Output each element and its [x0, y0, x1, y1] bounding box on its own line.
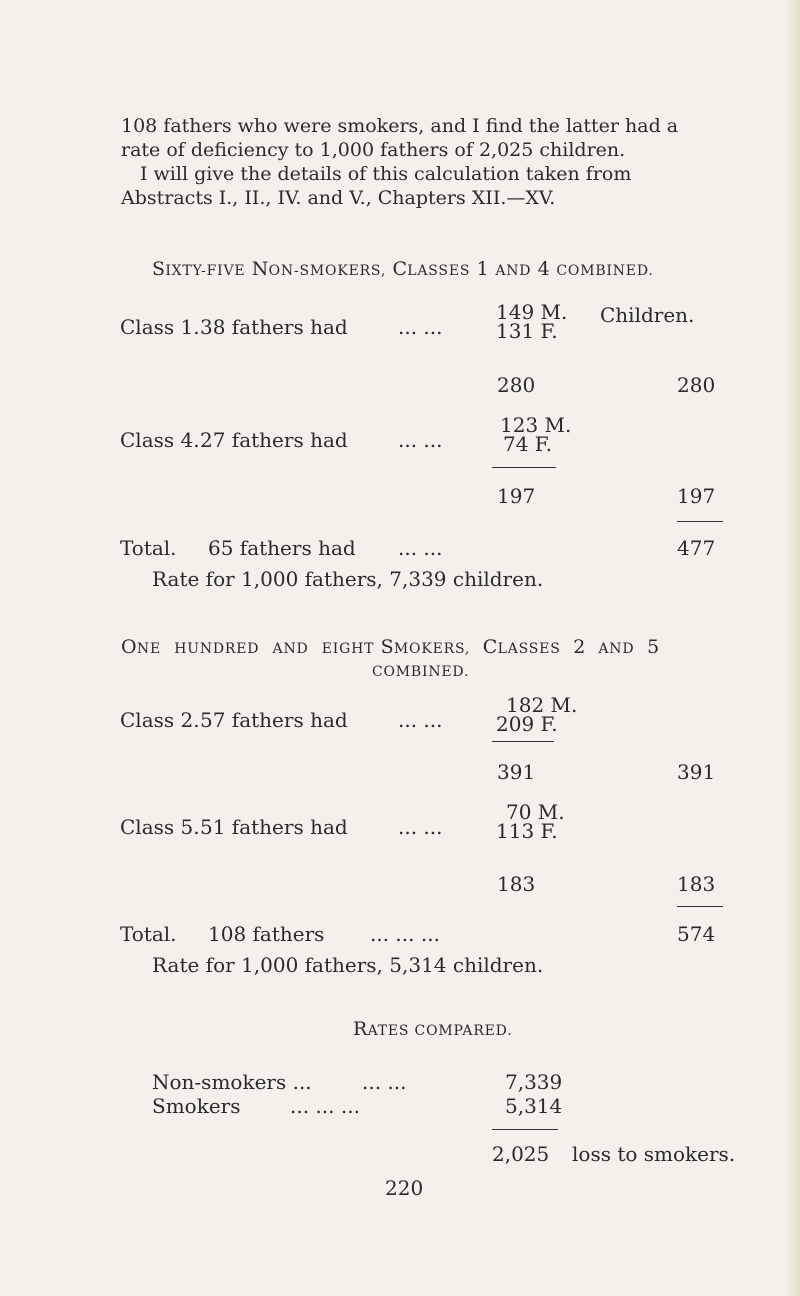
s1-row2-male: 123 M.	[500, 413, 572, 437]
s3-row1-label: Non-smokers ...	[152, 1070, 312, 1094]
s1-rule-2	[677, 521, 723, 522]
s3-row2-dots: ... ... ...	[290, 1094, 360, 1118]
s2-total-desc: 108 fathers	[208, 922, 325, 946]
s2-rule-2	[677, 906, 723, 907]
s1-row2-class: Class 4.	[120, 428, 200, 452]
s2-row2-female: 113 F.	[496, 819, 558, 843]
s3-row1-dots: ... ...	[362, 1070, 407, 1094]
section2-heading-line2: COMBINED.	[372, 664, 470, 680]
s1-row1-female: 131 F.	[496, 319, 558, 343]
s1-total-value: 477	[677, 536, 716, 560]
s2-row1-desc: 57 fathers had	[200, 708, 348, 732]
s3-row2-label: Smokers	[152, 1094, 241, 1118]
intro-line-2: rate of deficiency to 1,000 fathers of 2,025 children.	[121, 139, 626, 161]
s1-row1-male: 149 M.	[496, 300, 568, 324]
s1-row2-female: 74 F.	[503, 432, 552, 456]
s2-row1-female: 209 F.	[496, 712, 558, 736]
s1-total-dots: ... ...	[398, 536, 443, 560]
s1-row1-dots: ... ...	[398, 315, 443, 339]
s3-diff-value: 2,025	[492, 1142, 550, 1166]
s1-row2-dots: ... ...	[398, 428, 443, 452]
s1-total-desc: 65 fathers had	[208, 536, 356, 560]
s2-total-label: Total.	[120, 922, 177, 946]
s2-row2-class: Class 5.	[120, 815, 200, 839]
s2-rule-1	[492, 741, 554, 742]
page-edge	[786, 0, 800, 1296]
s2-sum2-left: 183	[497, 872, 536, 896]
s2-row1-dots: ... ...	[398, 708, 443, 732]
s1-rule-1	[492, 467, 556, 468]
s1-sum2-left: 197	[497, 484, 536, 508]
s2-row1-male: 182 M.	[506, 693, 578, 717]
s2-sum2-right: 183	[677, 872, 716, 896]
section2-heading: ONE HUNDRED AND EIGHT SMOKERS, CLASSES 2 AND 5	[121, 636, 660, 658]
s2-sum1-left: 391	[497, 760, 536, 784]
s1-row1-class: Class 1.	[120, 315, 200, 339]
s2-row2-desc: 51 fathers had	[200, 815, 348, 839]
s2-total-dots: ... ... ...	[370, 922, 440, 946]
intro-line-4: Abstracts I., II., IV. and V., Chapters XII.—XV.	[121, 187, 556, 209]
intro-line-1: 108 fathers who were smokers, and I find the latter had a	[121, 115, 679, 137]
s1-row1-desc: 38 fathers had	[200, 315, 348, 339]
s3-row2-value: 5,314	[505, 1094, 563, 1118]
children-label: Children.	[600, 303, 695, 327]
section1-heading: SIXTY-FIVE NON-SMOKERS, CLASSES 1 AND 4 COMBINED.	[152, 258, 654, 280]
s3-diff-note: loss to smokers.	[572, 1142, 736, 1166]
s2-row1-class: Class 2.	[120, 708, 200, 732]
s2-rate: Rate for 1,000 fathers, 5,314 children.	[152, 953, 544, 977]
s1-row2-desc: 27 fathers had	[200, 428, 348, 452]
section3-heading: RATES COMPARED.	[353, 1018, 513, 1040]
s2-total-value: 574	[677, 922, 716, 946]
intro-line-3: I will give the details of this calculation taken from	[140, 163, 632, 185]
s1-rate: Rate for 1,000 fathers, 7,339 children.	[152, 567, 544, 591]
s1-total-label: Total.	[120, 536, 177, 560]
s1-sum1-right: 280	[677, 373, 716, 397]
s2-row2-male: 70 M.	[506, 800, 565, 824]
s2-sum1-right: 391	[677, 760, 716, 784]
s3-row1-value: 7,339	[505, 1070, 563, 1094]
s3-rule	[492, 1129, 558, 1130]
page-number: 220	[385, 1176, 424, 1200]
s1-sum1-left: 280	[497, 373, 536, 397]
s2-row2-dots: ... ...	[398, 815, 443, 839]
s1-sum2-right: 197	[677, 484, 716, 508]
